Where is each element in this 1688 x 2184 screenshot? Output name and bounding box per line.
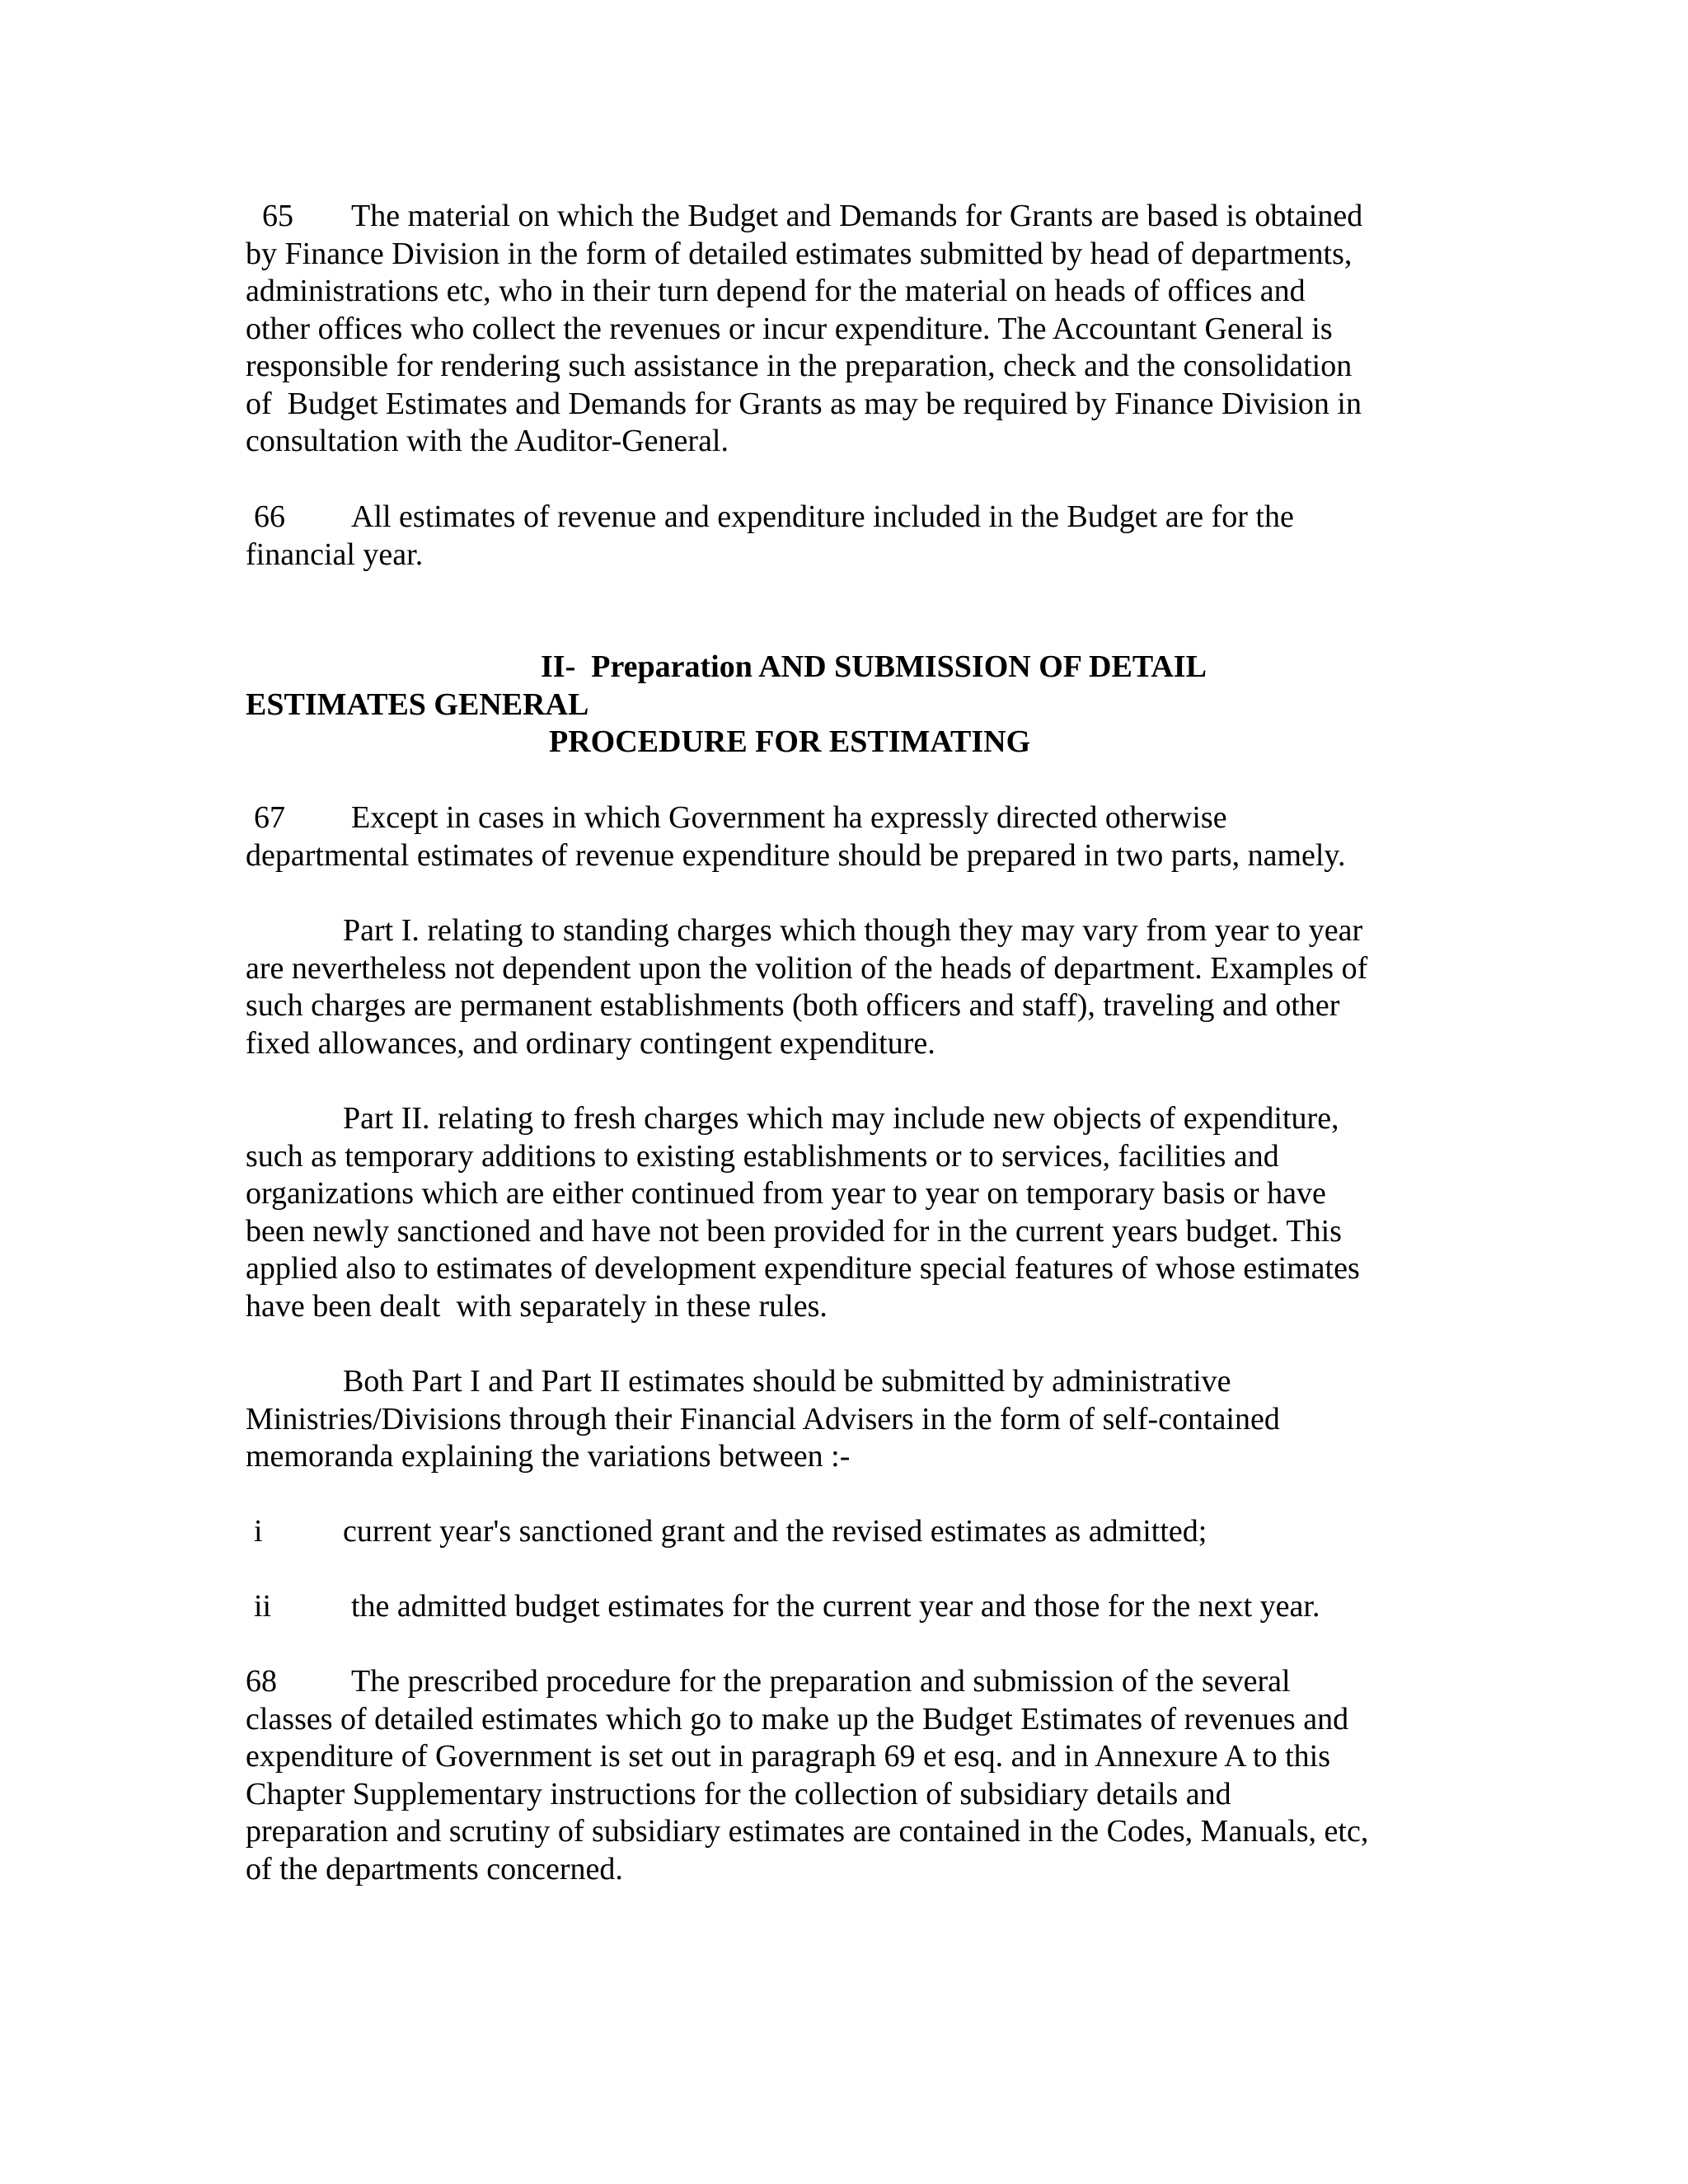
paragraph-line: The material on which the Budget and Demands for Grants are based is obtained	[351, 199, 1363, 233]
section-heading	[246, 649, 1449, 762]
paragraph-line: Part II. relating to fresh charges which may include new objects of expenditure,	[343, 1101, 1339, 1136]
part-two-paragraph	[246, 1100, 1449, 1325]
paragraph-line: Ministries/Divisions through their Financial Advisers in the form of self-contained	[246, 1401, 1280, 1436]
paragraph-line: consultation with the Auditor-General.	[246, 424, 729, 458]
paragraph-line: such as temporary additions to existing establishments or to services, facilities and	[246, 1138, 1279, 1174]
list-item-ii	[246, 1588, 1449, 1626]
paragraph-67	[246, 799, 1449, 874]
paragraph-line: expenditure of Government is set out in paragraph 69 et esq. and in Annexure A to this	[246, 1739, 1330, 1774]
paragraph-line: Except in cases in which Government ha expressly directed otherwise	[351, 800, 1227, 835]
paragraph-line: All estimates of revenue and expenditure included in the Budget are for the	[351, 499, 1294, 534]
paragraph-line: Chapter Supplementary instructions for the collection of subsidiary details and	[246, 1776, 1231, 1811]
paragraph-line: departmental estimates of revenue expenditure should be prepared in two parts, namely.	[246, 837, 1346, 873]
paragraph-line: administrations etc, who in their turn depend for the material on heads of offices and	[246, 274, 1306, 308]
paragraph-line: responsible for rendering such assistance in the preparation, check and the consolidation	[246, 349, 1353, 383]
list-item-i	[246, 1513, 1449, 1551]
paragraph-line: organizations which are either continued from year to year on temporary basis or have	[246, 1176, 1326, 1211]
paragraph-line: Both Part I and Part II estimates should be submitted by administrative	[343, 1364, 1231, 1399]
paragraph-line: applied also to estimates of development expenditure special features of whose estimates	[246, 1251, 1360, 1286]
paragraph-line: The prescribed procedure for the preparation and submission of the several	[351, 1664, 1291, 1699]
list-item-text: current year's sanctioned grant and the revised estimates as admitted;	[343, 1514, 1207, 1549]
list-item-text: the admitted budget estimates for the current year and those for the next year.	[351, 1589, 1320, 1624]
part-one-paragraph	[246, 912, 1449, 1062]
paragraph-line: such charges are permanent establishments (both officers and staff), traveling and other	[246, 988, 1340, 1023]
paragraph-line: been newly sanctioned and have not been provided for in the current years budget. This	[246, 1213, 1342, 1249]
list-item-number: i	[254, 1514, 263, 1549]
paragraph-line: have been dealt with separately in these rules.	[246, 1288, 828, 1324]
paragraph-line: Part I. relating to standing charges which though they may vary from year to year	[343, 913, 1363, 948]
heading-line-1: II- Preparation AND SUBMISSION OF DETAIL	[541, 649, 1207, 684]
paragraph-line: financial year.	[246, 537, 424, 572]
paragraph-line: are nevertheless not dependent upon the volition of the heads of department. Examples of	[246, 950, 1368, 986]
paragraph-number: 66	[254, 499, 285, 534]
paragraph-line: of the departments concerned.	[246, 1851, 623, 1886]
paragraph-line: preparation and scrutiny of subsidiary estimates are contained in the Codes, Manuals, etc,	[246, 1814, 1369, 1849]
paragraph-line: by Finance Division in the form of detailed estimates submitted by head of departments,	[246, 236, 1353, 271]
paragraph-line: of Budget Estimates and Demands for Grants as may be required by Finance Division in	[246, 386, 1362, 421]
paragraph-line: memoranda explaining the variations between :-	[246, 1439, 851, 1474]
list-item-number: ii	[254, 1589, 272, 1624]
heading-line-3: PROCEDURE FOR ESTIMATING	[549, 724, 1031, 759]
paragraph-number: 67	[254, 800, 285, 835]
paragraph-66	[246, 499, 1449, 574]
paragraph-line: classes of detailed estimates which go to make up the Budget Estimates of revenues and	[246, 1701, 1349, 1736]
paragraph-number: 65	[262, 199, 293, 233]
paragraph-line: fixed allowances, and ordinary contingent expenditure.	[246, 1025, 935, 1061]
heading-line-2: ESTIMATES GENERAL	[246, 687, 589, 722]
both-parts-paragraph	[246, 1363, 1449, 1476]
paragraph-number: 68	[246, 1664, 277, 1699]
paragraph-65	[246, 198, 1449, 461]
paragraph-68	[246, 1663, 1449, 1888]
paragraph-line: other offices who collect the revenues or incur expenditure. The Accountant General is	[246, 311, 1333, 346]
